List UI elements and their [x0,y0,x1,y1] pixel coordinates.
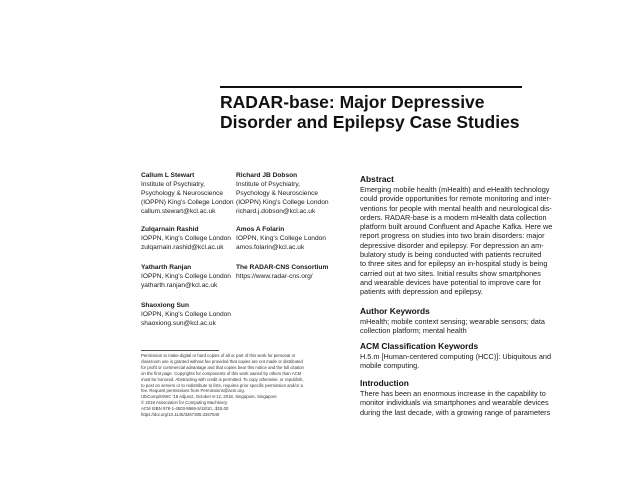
text-line: depressive disorder and epilepsy. For depression an am- [360,240,544,250]
introduction-heading: Introduction [360,378,409,388]
text-line: must be honored. Abstracting with credit is permitted. To copy otherwise, or republish, [141,376,304,382]
text-line: for profit or commercial advantage and that copies bear this notice and the full citation [141,364,304,370]
author-keywords-heading: Author Keywords [360,306,430,316]
author-name: Yatharth Ranjan [141,264,192,271]
text-line: could provide opportunities for remote monitoring and inter- [360,194,552,204]
author-affiliation: (IOPPN) King's College London [236,198,329,206]
text-line: monitor individuals via smartphones and wearable devices [360,398,549,408]
text-line: mHealth; mobile context sensing; wearable sensors; data [360,317,545,326]
permission-notice [141,353,351,418]
text-line: platform built around Confluent and Apache Kafka. Here we [360,222,553,232]
text-line: bulatory study is being conducted with patients recruited [360,250,542,260]
author-name: Amos A Folarin [236,226,285,233]
doi-link[interactable]: https://doi.org/10.1145/3267305.3267540 [141,412,220,418]
author-keywords-section [360,306,560,336]
text-line: ACM ISBN 978-1-4503-5966-5/18/10...$15.00 [141,406,229,412]
author-affiliation: Institute of Psychiatry, [141,180,206,188]
text-line: collection platform; mental health [360,326,467,336]
text-line: to three sites and for epilepsy an in-hospital study is being [360,259,548,269]
text-line: to post on servers or to redistribute to lists, requires prior specific permission and/or a [141,382,303,388]
author-affiliation: Psychology & Neuroscience [236,189,319,197]
abstract-text [360,185,560,297]
author-email[interactable]: amos.folarin@kcl.ac.uk [236,243,305,251]
author-email[interactable]: callum.stewart@kcl.ac.uk [141,207,216,215]
author-block [236,264,356,282]
author-keywords-text [360,317,560,336]
acm-keywords-section [360,341,560,371]
title-line-2: Disorder and Epilepsy Case Studies [220,112,520,132]
author-block [141,302,261,329]
introduction-text [360,389,560,417]
author-email[interactable]: richard.j.dobson@kcl.ac.uk [236,207,316,215]
author-affiliation: (IOPPN) King's College London [141,198,234,206]
author-name: Callum L Stewart [141,172,195,179]
text-line: UbiComp/ISWC '18 Adjunct, October 8-12, 2018, Singapore, Singapore [141,394,277,400]
text-line: fee. Request permissions from Permissions@acm.org. [141,388,245,394]
text-line: orders. RADAR-base is a modern mHealth data collection [360,212,547,222]
author-name: Zulqarnain Rashid [141,226,199,233]
author-affiliation: IOPPN, King's College London [141,272,231,280]
consortium-link[interactable]: https://www.radar-cns.org/ [236,272,313,280]
author-email[interactable]: yatharth.ranjan@kcl.ac.uk [141,281,218,289]
text-line: on the first page. Copyrights for components of this work owned by others than ACM [141,370,302,376]
text-line: H.5.m [Human-centered computing (HCC)]: Ubiquitous and [360,352,552,361]
author-affiliation: Institute of Psychiatry, [236,180,301,188]
author-block [236,226,356,253]
abstract-section [360,174,560,297]
text-line: carried out at two sites. Initial results show smartphones [360,268,541,278]
author-name: The RADAR-CNS Consortium [236,264,329,271]
text-line: report progress on studies into two brain disorders: major [360,231,545,241]
author-name: Shaoxiong Sun [141,302,189,309]
author-email[interactable]: shaoxiong.sun@kcl.ac.uk [141,319,216,327]
paper-title [220,92,530,132]
author-affiliation: IOPPN, King's College London [236,234,326,242]
title-line-1: RADAR-base: Major Depressive [220,92,485,112]
abstract-heading: Abstract [360,174,394,184]
author-affiliation: Psychology & Neuroscience [141,189,224,197]
author-affiliation: IOPPN, King's College London [141,234,231,242]
acm-keywords-text [360,352,560,371]
text-line: during the last decade, with a growing range of parameters [360,407,551,417]
text-line: Emerging mobile health (mHealth) and eHealth technology [360,185,550,194]
author-email[interactable]: zulqarnain.rashid@kcl.ac.uk [141,243,224,251]
text-line: There has been an enormous increase in the capability to [360,389,546,398]
text-line: ventions for people with mental health and neurological dis- [360,203,552,213]
text-line: and wearable devices have potential to improve care for [360,277,541,287]
text-line: patients with depression and epilepsy. [360,287,483,297]
author-block [236,172,356,217]
text-line: Permission to make digital or hard copies of all or part of this work for personal or [141,353,296,358]
acm-keywords-heading: ACM Classification Keywords [360,341,479,351]
text-line: classroom use is granted without fee provided that copies are not made or distributed [141,358,303,364]
text-line: mobile computing. [360,361,420,371]
permission-rule [141,350,219,351]
author-affiliation: IOPPN, King's College London [141,310,231,318]
author-name: Richard JB Dobson [236,172,298,179]
text-line: © 2018 Association for Computing Machinery. [141,400,228,406]
title-rule [220,86,522,88]
introduction-section [360,378,560,417]
